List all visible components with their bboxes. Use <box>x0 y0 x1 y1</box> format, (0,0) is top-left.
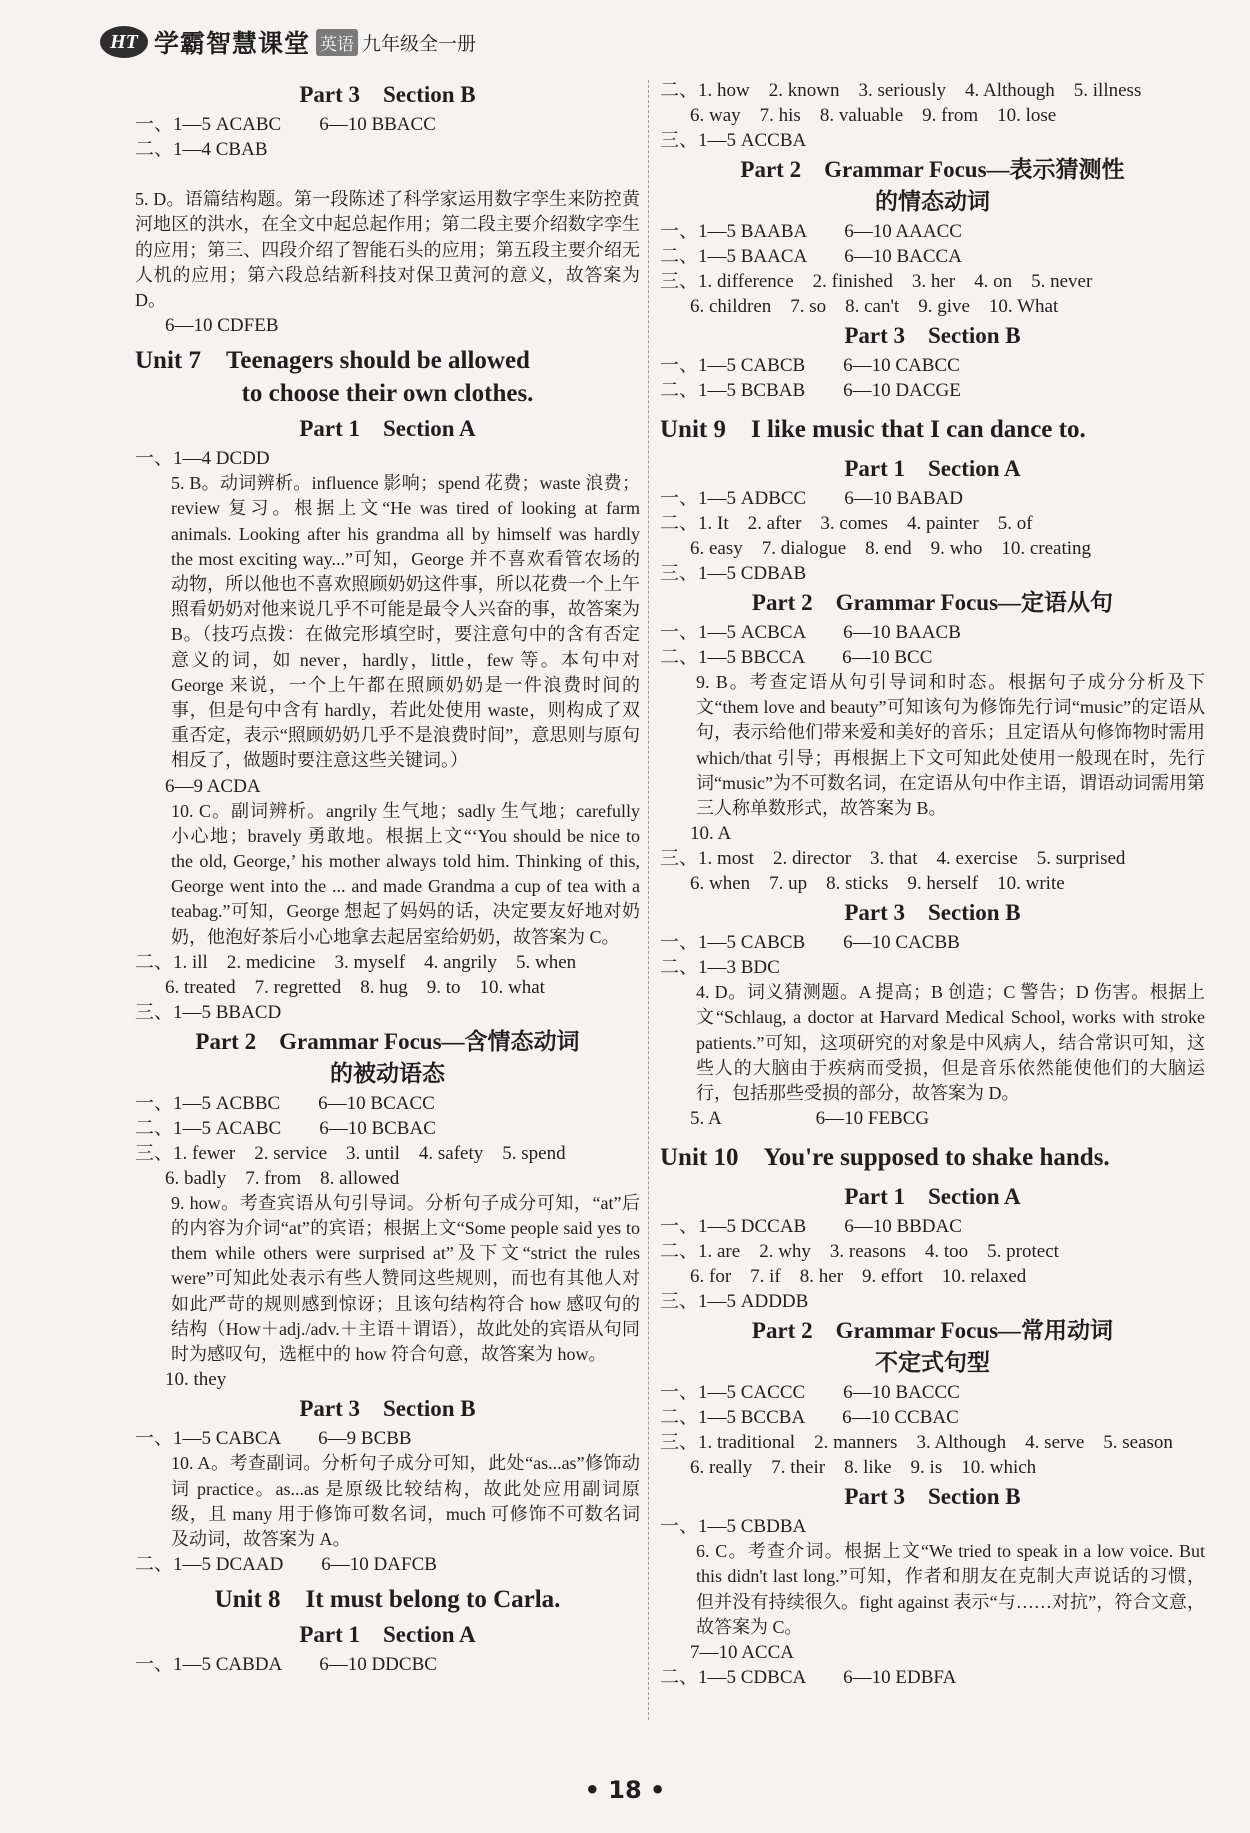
answer-line: 二、1—5 BBCCA 6—10 BCC <box>660 647 933 668</box>
answer-line: 一、1—5 CACCC 6—10 BACCC <box>660 1382 960 1404</box>
explanation: 10. C。副词辨析。angrily 生气地；sadly 生气地；carefully 小心地；bravely 勇敢地。根据上文“‘You should be nice to the old, George,’ his mother always told him. Thinking of this, George went into the ... and made Grandma a cup of tea with a teabag.”可知，George 想起了妈妈的话，决定要友好地对奶奶，他泡好茶后小心地拿去起居室给奶奶，故答案为 C。 <box>171 800 640 947</box>
book-header <box>100 22 476 62</box>
answer-line: 一、1—5 ADBCC 6—10 BABAD <box>660 488 963 509</box>
answer-line: 6—10 CDFEB <box>165 315 279 337</box>
answer-line: 三、1. difference 2. finished 3. her 4. on 5. never <box>660 271 1093 292</box>
section-heading: Part 3 Section B <box>844 1484 1021 1510</box>
answer-line: 6. children 7. so 8. can't 9. give 10. What <box>690 296 1059 317</box>
answer-line: 二、1—4 CBAB <box>135 139 268 160</box>
answer-line: 一、1—5 DCCAB 6—10 BBDAC <box>660 1216 962 1238</box>
answer-line: 三、1—5 ACCBA <box>660 130 807 151</box>
section-heading: 的情态动词 <box>875 189 990 214</box>
answer-line: 三、1—5 BBACD <box>135 1001 282 1023</box>
answer-line: 一、1—5 ACBBC 6—10 BCACC <box>135 1092 435 1114</box>
left-column <box>135 78 640 1677</box>
answer-line: 一、1—5 CABCB 6—10 CABCC <box>660 355 960 376</box>
explanation: 6. C。考查介词。根据上文“We tried to speak in a low voice. But this didn't last long.”可知，作者和朋友在克制大声说话的习惯，但并没有持续很久。fight against 表示“与……对抗”，符合文意，故答案为 C。 <box>696 1541 1205 1637</box>
answer-line: 二、1—5 DCAAD 6—10 DAFCB <box>135 1554 437 1576</box>
answer-line: 一、1—5 ACABC 6—10 BBACC <box>135 114 436 135</box>
answer-line: 10. they <box>165 1369 227 1391</box>
section-heading: Part 2 Grammar Focus—定语从句 <box>751 590 1114 615</box>
unit-title <box>135 344 640 410</box>
explanation: 9. how。考查宾语从句引导词。分析句子成分可知，“at”后的内容为介词“at”的宾语；根据上文“Some people said yes to them while others were surprised at”及下文“strict the rules were”可知此处表示有些人赞同这些规则，而也有其他人对如此严苛的规则感到惊讶；且该句结构符合 how 感叹句的结构（How＋adj./adv.＋主语＋谓语），故此处的宾语从句同时为感叹句，选框中的 how 符合句意，故答案为 how。 <box>171 1192 640 1365</box>
unit-title: Unit 9 I like music that I can dance to. <box>660 416 1086 443</box>
answer-line: 一、1—5 ACBCA 6—10 BAACB <box>660 622 961 643</box>
column-divider <box>648 80 650 1720</box>
section-heading: Part 1 Section A <box>299 1622 476 1648</box>
answer-line: 6. easy 7. dialogue 8. end 9. who 10. creating <box>690 538 1092 559</box>
answer-line: 一、1—5 CBDBA <box>660 1516 807 1538</box>
answer-line: 6. treated 7. regretted 8. hug 9. to 10. what <box>165 976 545 998</box>
brand-logo: HT <box>100 26 148 58</box>
section-heading: Part 3 Section B <box>844 900 1021 926</box>
answer-line: 一、1—5 BAABA 6—10 AAACC <box>660 221 962 242</box>
answer-line: 一、1—5 CABCA 6—9 BCBB <box>135 1428 412 1450</box>
answer-line: 一、1—4 DCDD <box>135 448 270 470</box>
section-heading: Part 2 Grammar Focus—表示猜测性 <box>740 157 1125 182</box>
answer-line: 二、1—5 CDBCA 6—10 EDBFA <box>660 1667 957 1689</box>
unit-title-line: Unit 7 Teenagers should be allowed <box>135 347 530 375</box>
answer-line: 二、1. ill 2. medicine 3. myself 4. angrily 5. when <box>135 951 577 973</box>
answer-line: 一、1—5 CABDA 6—10 DDCBC <box>135 1654 437 1676</box>
subject-badge: 英语 <box>316 29 358 56</box>
explanation <box>135 162 640 313</box>
answer-line: 6. badly 7. from 8. allowed <box>165 1167 400 1189</box>
answer-line: 二、1. It 2. after 3. comes 4. painter 5. of <box>660 513 1033 534</box>
explanation-text: 5. D。语篇结构题。第一段陈述了科学家运用数字孪生来防控黄河地区的洪水，在全文中起总起作用；第二段主要介绍数字孪生的应用；第三、四段介绍了智能石头的应用；第五段主要介绍无人机的应用；第六段总结新科技对保卫黄河的意义，故答案为 D。 <box>135 189 640 311</box>
section-heading: Part 3 Section B <box>299 82 476 107</box>
section-heading: 的被动语态 <box>330 1060 445 1086</box>
explanation: 9. B。考查定语从句引导词和时态。根据句子成分分析及下文“them love and beauty”可知该句为修饰先行词“music”的定语从句，表示给他们带来爱和美好的音乐；且定语从句修饰物时需用 which/that 引导；再根据上下文可知此处使用一般现在时，先行词“music”为不可数名词，在定语从句中作主语，谓语动词需用第三人称单数形式，故答案为 B。 <box>696 672 1205 819</box>
section-heading: Part 2 Grammar Focus—常用动词 <box>751 1318 1114 1344</box>
answer-line: 二、1—5 BCCBA 6—10 CCBAC <box>660 1407 959 1429</box>
answer-line: 三、1. fewer 2. service 3. until 4. safety 5. spend <box>135 1142 566 1164</box>
answer-line: 三、1. traditional 2. manners 3. Although 4. serve 5. season <box>660 1432 1173 1454</box>
page-number: • 18 • <box>584 1776 666 1804</box>
answer-line: 二、1. how 2. known 3. seriously 4. Although 5. illness <box>660 80 1142 101</box>
answer-line: 6. when 7. up 8. sticks 9. herself 10. write <box>690 873 1065 895</box>
answer-line: 7—10 ACCA <box>690 1642 794 1664</box>
answer-line: 二、1—5 BAACA 6—10 BACCA <box>660 246 962 267</box>
answer-line: 6. really 7. their 8. like 9. is 10. which <box>690 1457 1037 1479</box>
answer-line: 5. A 6—10 FEBCG <box>690 1108 930 1130</box>
answer-line: 二、1—3 BDC <box>660 957 780 979</box>
answer-line: 6—9 ACDA <box>165 775 261 797</box>
answer-line: 二、1. are 2. why 3. reasons 4. too 5. protect <box>660 1241 1059 1263</box>
answer-line: 三、1. most 2. director 3. that 4. exercise 5. surprised <box>660 848 1126 870</box>
section-heading: Part 1 Section A <box>299 416 476 442</box>
section-heading: Part 3 Section B <box>299 1396 476 1422</box>
section-heading: Part 1 Section A <box>844 1184 1021 1210</box>
section-heading: 不定式句型 <box>875 1350 990 1376</box>
section-heading: Part 2 Grammar Focus—含情态动词 <box>195 1028 580 1054</box>
explanation: 10. A。考查副词。分析句子成分可知，此处“as...as”修饰动词 practice。as...as 是原级比较结构，故此处应用副词原级，且 many 用于修饰可数名词，much 可修饰不可数名词及动词，故答案为 A。 <box>171 1453 640 1549</box>
answer-line: 三、1—5 CDBAB <box>660 563 807 584</box>
answer-line: 一、1—5 CABCB 6—10 CACBB <box>660 932 960 954</box>
explanation: 4. D。词义猜测题。A 提高；B 创造；C 警告；D 伤害。根据上文“Schlaug, a doctor at Harvard Medical School, works with stroke patients.”可知，这项研究的对象是中风病人，结合常识可知，这些人的大脑由于疾病而受损，但是音乐依然能使他们的大脑运行，包括那些受损的部分，故答案为 D。 <box>696 982 1205 1104</box>
section-heading: Part 3 Section B <box>844 323 1021 348</box>
answer-line: 10. A <box>690 823 732 845</box>
answer-line: 6. for 7. if 8. her 9. effort 10. relaxed <box>690 1266 1027 1288</box>
unit-title-line: to choose their own clothes. <box>241 380 534 408</box>
answer-line: 二、1—5 ACABC 6—10 BCBAC <box>135 1117 436 1139</box>
grade-label: 九年级全一册 <box>362 32 477 55</box>
explanation: 5. B。动词辨析。influence 影响；spend 花费；waste 浪费；review 复习。根据上文“He was tired of looking at farm animals. Looking after his grandma all by himself was hardly the most exciting way...”可知，George 并不喜欢看管农场的动物，所以他也不喜欢照顾奶奶这件事，所以花费一个上午照看奶奶对他来说几乎不可能是最令人兴奋的事，故答案为 B。（技巧点拨：在做完形填空时，要注意句中的含有否定意义的词，如 never，hardly，little，few 等。本句中对 George 来说，一个上午都在照顾奶奶是一件浪费时间的事，但是句中含有 hardly，若此处使用 waste，则构成了双重否定，表示“照顾奶奶几乎不是浪费时间”，意思则与原句相反了，做题时要注意这些关键词。） <box>171 473 640 771</box>
answer-line: 二、1—5 BCBAB 6—10 DACGE <box>660 380 961 401</box>
brand-title: 学霸智慧课堂 <box>154 29 311 58</box>
unit-title: Unit 10 You're supposed to shake hands. <box>660 1144 1110 1172</box>
section-heading: Part 1 Section A <box>844 456 1021 481</box>
right-column <box>660 78 1205 1690</box>
unit-title: Unit 8 It must belong to Carla. <box>214 1586 561 1614</box>
answer-line: 三、1—5 ADDDB <box>660 1291 809 1313</box>
answer-line: 6. way 7. his 8. valuable 9. from 10. lose <box>690 105 1057 126</box>
